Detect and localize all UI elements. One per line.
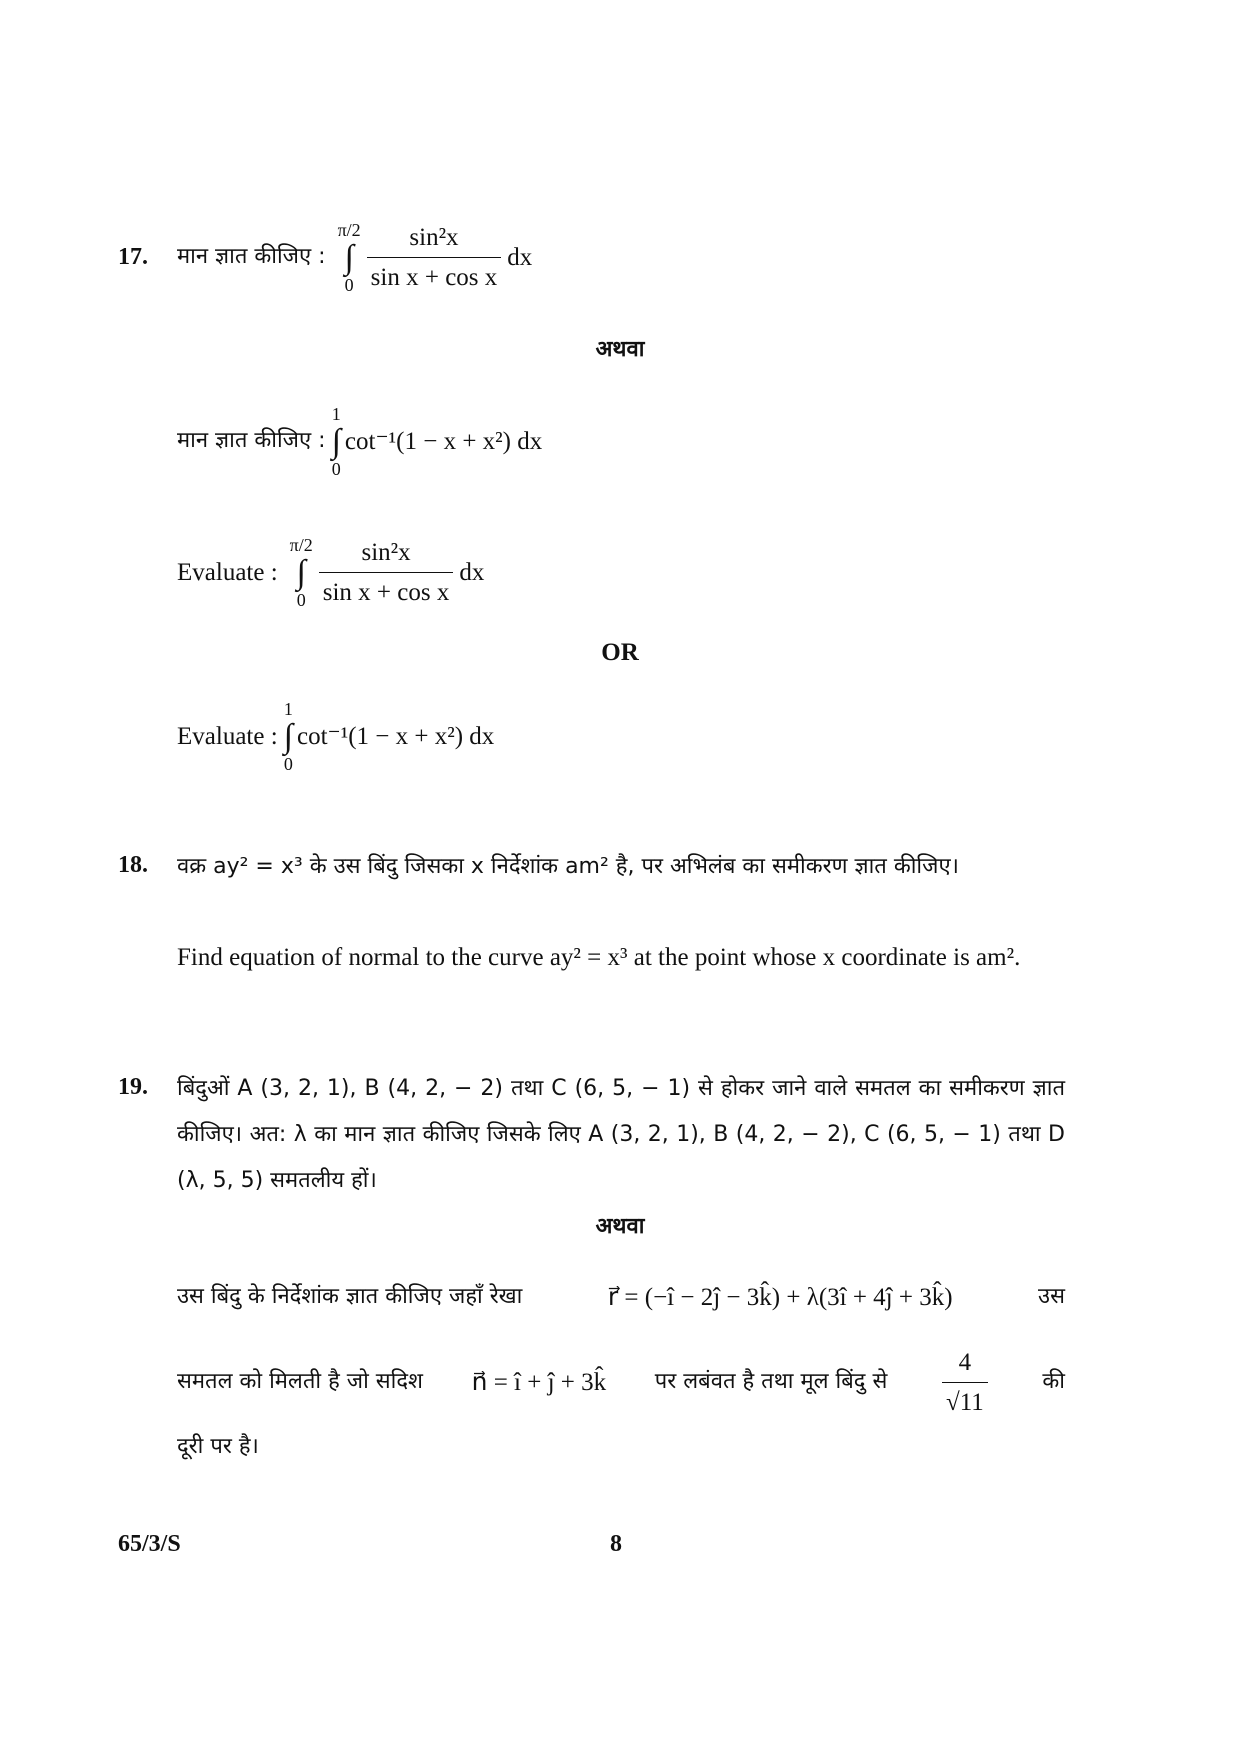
q17-hindi-prompt: मान ज्ञात कीजिए : (177, 244, 326, 270)
integral-sign-icon: 1 ∫ 0 (283, 699, 293, 775)
q19-alt-line-2 (177, 1345, 1065, 1420)
q17-hindi-integral-2 (177, 405, 542, 478)
q19-alt-line-1 (177, 1280, 1065, 1315)
q17-hindi-integral (177, 220, 532, 295)
q19-or-hindi: अथवा (595, 1214, 645, 1239)
q19-alt-line-3: दूरी पर है। (177, 1434, 259, 1459)
integral-sign-icon: 1 ∫ 0 (331, 404, 341, 480)
q18-number: 18. (118, 852, 148, 878)
q19-alt-line-1-suffix: उस (1038, 1284, 1065, 1310)
q17-integrand-2-en: cot⁻¹(1 − x + x²) dx (296, 723, 495, 751)
page-number: 8 (610, 1531, 622, 1557)
q17-dx: dx (507, 244, 533, 271)
q19-distance-fraction: $\frac{4}{√11}$ (942, 1345, 988, 1420)
q19-normal-vector: n⃗ = î + ĵ + 3k̂ (471, 1369, 607, 1396)
q17-fraction: $\frac{\text{sin²x}}{\text{sin x + cos x}}$ (367, 220, 502, 295)
q19-hindi-text: बिंदुओं A (3, 2, 1), B (4, 2, − 2) तथा C (6, 5, − 1) से होकर जाने वाले समतल का समीकरण ज्ञात कीजिए। अत: λ का मान ज्ञात कीजिए जिसके लिए A (3, 2, 1), B (4, 2, − 2), C (6, 5, − 1) तथा D (λ, 5, 5) समतलीय हों। (177, 1076, 1065, 1193)
q19-alt-line-2-mid: पर लबंवत है तथा मूल बिंदु से (654, 1369, 888, 1395)
integral-sign-icon: π/2 ∫ 0 (289, 534, 313, 611)
q17-fraction-en: $\frac{\text{sin²x}}{\text{sin x + cos x}}$ (319, 535, 454, 610)
q19-alt-line-1-prefix: उस बिंदु के निर्देशांक ज्ञात कीजिए जहाँ रेखा (177, 1284, 523, 1310)
q17-number: 17. (118, 244, 148, 270)
q17-or-english: OR (601, 639, 639, 666)
q18-english-text: Find equation of normal to the curve ay² = x³ at the point whose x coordinate is am². (177, 944, 1021, 971)
q17-english-integral-2 (177, 700, 494, 773)
q17-or-hindi: अथवा (595, 337, 645, 362)
q17-english-prompt-2: Evaluate : (177, 723, 278, 751)
q18-hindi-text: वक्र ay² = x³ के उस बिंदु जिसका x निर्देशांक am² है, पर अभिलंब का समीकरण ज्ञात कीजिए। (177, 854, 959, 879)
paper-code: 65/3/S (118, 1531, 181, 1557)
q17-english-prompt: Evaluate : (177, 559, 278, 586)
q19-alt-line-2-prefix: समतल को मिलती है जो सदिश (177, 1369, 423, 1395)
q17-integrand-2: cot⁻¹(1 − x + x²) dx (344, 428, 543, 456)
q17-english-integral (177, 535, 484, 610)
integral-sign-icon: π/2 ∫ 0 (337, 219, 361, 296)
q19-line-equation: r⃗ = (−î − 2ĵ − 3k̂) + λ(3î + 4ĵ + 3k̂) (607, 1284, 953, 1311)
q17-dx-en: dx (459, 559, 485, 586)
q17-hindi-prompt-2: मान ज्ञात कीजिए : (177, 428, 326, 454)
q19-number: 19. (118, 1074, 148, 1100)
q19-alt-line-2-suffix: की (1042, 1369, 1065, 1395)
